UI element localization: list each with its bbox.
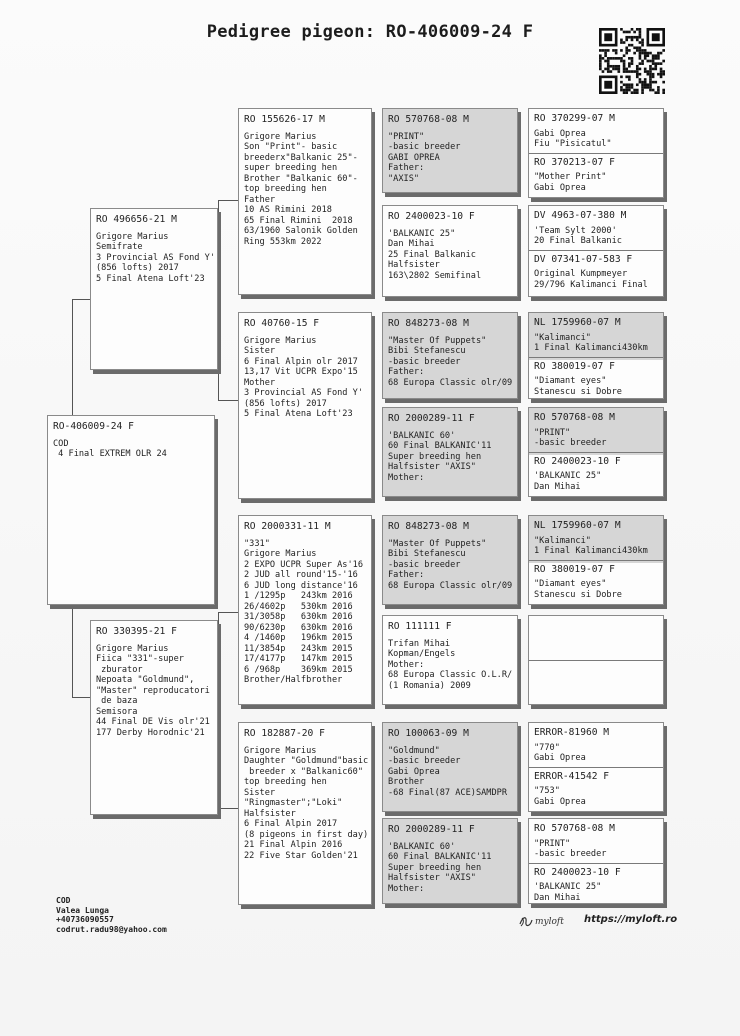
ring-number: RO 570768-08 M [388, 114, 469, 125]
info-line: Grigore Marius [96, 231, 169, 242]
info-line: "770" [534, 742, 560, 753]
connector-line [72, 605, 73, 697]
info-line: 1 Final Kalimanci430km [534, 343, 648, 353]
info-line: 10 AS Rimini 2018 [244, 205, 332, 215]
info-line: 3 Provincial AS Fond Y' [244, 388, 363, 398]
info-line: 'BALKANIC 60' [388, 841, 456, 852]
info-line: Nepoata "Goldmund", [96, 675, 195, 685]
page-title: Pedigree pigeon: RO-406009-24 F [206, 22, 534, 42]
info-line: Mother: [388, 659, 425, 670]
ring-number: RO 2000331-11 M [244, 521, 331, 532]
dam-card[interactable] [90, 620, 218, 815]
info-line: "331" [244, 538, 270, 549]
ring-number: ERROR-81960 M [534, 727, 610, 738]
info-line: breederx"Balkanic 25"- [244, 152, 358, 163]
info-line: de baza [96, 696, 138, 706]
info-line: -basic breeder [534, 849, 607, 859]
info-line: 177 Derby Horodnic'21 [96, 727, 205, 738]
svg-text:myloft: myloft [535, 917, 564, 927]
info-line: 68 Europa Classic O.L.R/ [388, 670, 513, 680]
info-line: Brother "Balkanic 60"- [244, 173, 358, 184]
info-line: Ring 553km 2022 [244, 236, 322, 247]
ring-number: RO-406009-24 F [53, 421, 134, 432]
info-line: Original Kumpmeyer [534, 269, 628, 279]
g5-upper [534, 411, 659, 449]
info-line: Mother [244, 377, 276, 388]
info-line: Semisora [96, 706, 138, 717]
info-line: breeder x "Balkanic60" [244, 766, 363, 777]
info-line: 4 /1460p 196km 2015 [244, 633, 353, 643]
info-line: -basic breeder [534, 438, 607, 448]
g5-pair-card-5[interactable] [528, 515, 664, 605]
info-line: (8 pigeons in first day) [244, 829, 369, 840]
info-line: Halfsister [388, 260, 440, 270]
info-line: Sister [244, 787, 276, 798]
grandsire-maternal-card[interactable] [238, 515, 372, 705]
ring-number: RO 570768-08 M [534, 823, 615, 834]
info-line: 25 Final Balkanic [388, 249, 476, 260]
grandsire-paternal-card[interactable] [238, 108, 372, 295]
g5-pair-card-2[interactable] [528, 205, 664, 297]
owner-code: COD [56, 896, 71, 905]
ring-number: RO 848273-08 M [388, 521, 469, 532]
ring-number: DV 07341-07-583 F [534, 253, 633, 265]
info-line: Sister [244, 346, 276, 356]
info-line: (856 lofts) 2017 [244, 398, 327, 409]
info-line: Son "Print"- basic [244, 142, 338, 152]
g5-lower [534, 770, 659, 808]
info-line: Brother [388, 777, 425, 787]
sire-card[interactable] [90, 208, 218, 370]
connector-line [218, 612, 238, 613]
info-line: Kopman/Engels [388, 649, 456, 659]
card-divider [529, 863, 663, 864]
info-line: Dan Mihai [534, 481, 581, 492]
ring-number: DV 4963-07-380 M [534, 210, 627, 221]
info-line: 'BALKANIC 25" [534, 471, 602, 481]
ring-number: ERROR-41542 F [534, 770, 610, 782]
info-line: Halfsister "AXIS" [388, 462, 476, 472]
info-line: Fiu "Pisicatul" [534, 139, 612, 149]
info-line: 60 Final BALKANIC'11 [388, 441, 492, 451]
g5-pair-card-1[interactable] [528, 108, 664, 198]
info-line: 6 Final Alpin 2017 [244, 819, 338, 829]
info-line: top breeding hen [244, 184, 327, 194]
info-line: Fiica "331"-super [96, 654, 184, 664]
ring-number: RO 40760-15 F [244, 318, 320, 329]
info-line: 1 Final Kalimanci430km [534, 546, 648, 556]
ring-number: RO 2000289-11 F [388, 824, 475, 835]
info-line: (1 Romania) 2009 [388, 680, 471, 691]
g4-card-5[interactable] [382, 515, 518, 605]
granddam-maternal-card[interactable] [238, 722, 372, 905]
card-divider [529, 153, 663, 154]
card-divider [529, 452, 663, 453]
info-line: Gabi Oprea [534, 753, 586, 763]
g5-empty-card[interactable] [528, 615, 664, 705]
info-line: Stanescu si Dobre [534, 589, 622, 600]
card-divider [529, 767, 663, 768]
info-line: Father [244, 194, 276, 205]
info-line: -68 Final(87 ACE)SAMDPR [388, 787, 507, 798]
ring-number: RO 2400023-10 F [388, 211, 475, 222]
g5-upper [534, 209, 659, 247]
info-line: Semifrate [96, 242, 143, 252]
info-line: "Master Of Puppets" [388, 335, 487, 346]
info-line: Father: [388, 367, 425, 377]
info-line: Grigore Marius [96, 643, 169, 654]
g5-lower [534, 156, 659, 194]
owner-location: Valea Lunga [56, 905, 109, 915]
info-line: 68 Europa Classic olr/09 [388, 377, 513, 388]
card-divider [529, 660, 663, 661]
info-line: "Ringmaster";"Loki" [244, 798, 343, 808]
info-line: 44 Final DE Vis olr'21 [96, 717, 210, 727]
info-line: Father: [388, 163, 425, 173]
info-line: 'BALKANIC 60' [388, 430, 456, 441]
info-line: 'BALKANIC 25" [388, 228, 456, 239]
granddam-paternal-card[interactable] [238, 312, 372, 499]
info-line: 6 Final Alpin olr 2017 [244, 356, 358, 367]
info-line: "Goldmund" [388, 745, 440, 756]
ring-number: RO 2400023-10 F [534, 455, 621, 467]
info-line: "Diamant eyes" [534, 376, 607, 386]
ring-number: RO 370213-07 F [534, 156, 615, 168]
ring-number: NL 1759960-07 M [534, 520, 621, 531]
info-line: 5 Final Atena Loft'23 [244, 409, 353, 419]
info-line: "Master" reproducatori [96, 685, 210, 696]
info-line: 13,17 Vit UCPR Expo'15 [244, 367, 358, 377]
connector-line [218, 808, 238, 809]
info-line: 1 /1295p 243km 2016 [244, 591, 353, 601]
info-line: Grigore Marius [244, 549, 317, 559]
info-line: Halfsister [244, 808, 296, 819]
card-divider [529, 357, 663, 358]
info-line: 21 Final Alpin 2016 [244, 840, 343, 850]
connector-line [218, 200, 219, 400]
g4-card-3[interactable] [382, 312, 518, 399]
g4-card-8[interactable] [382, 818, 518, 904]
card-divider [529, 560, 663, 561]
info-line: Super breeding hen [388, 862, 482, 873]
g5-pair-card-7[interactable] [528, 818, 664, 904]
info-line: 22 Five Star Golden'21 [244, 850, 358, 861]
info-line: "PRINT" [534, 427, 571, 438]
owner-code: COD [53, 438, 69, 449]
owner-phone[interactable]: +40736090557 [56, 915, 114, 924]
owner-email[interactable]: codrut.radu98@yahoo.com [56, 924, 167, 934]
info-line: Father: [388, 570, 425, 580]
g4-card-6[interactable] [382, 615, 518, 705]
ring-number: RO 330395-21 F [96, 626, 177, 637]
g5-upper [534, 316, 659, 354]
info-line: "Mother Print" [534, 172, 607, 182]
info-line: "753" [534, 786, 560, 796]
info-line: 11/3854p 243km 2015 [244, 643, 353, 654]
g5-pair-card-4[interactable] [528, 407, 664, 497]
g5-upper [534, 822, 659, 860]
info-line: Daughter "Goldmund"basic [244, 756, 369, 766]
g5-lower [529, 360, 663, 400]
info-line: Dan Mihai [534, 892, 581, 903]
g5-lower [534, 866, 659, 904]
qr-code-icon[interactable] [599, 28, 665, 94]
info-line: Stanescu si Dobre [534, 386, 622, 397]
myloft-logo[interactable] [518, 912, 578, 930]
info-line: -basic breeder [388, 356, 461, 367]
owner-contact [56, 896, 167, 934]
info-line: top breeding hen [244, 777, 327, 787]
g5-upper [534, 519, 659, 557]
info-line: super breeding hen [244, 163, 338, 173]
info-line: 65 Final Rimini 2018 [244, 215, 353, 226]
connector-line [218, 612, 219, 808]
info-line: Gabi Oprea [534, 182, 586, 193]
website-link[interactable]: https://myloft.ro [584, 914, 678, 925]
g5-lower [529, 563, 663, 606]
info-line: "PRINT" [534, 838, 571, 849]
info-line: Super breeding hen [388, 451, 482, 462]
g5-pair-card-3[interactable] [528, 312, 664, 399]
ring-number: RO 2000289-11 F [388, 413, 475, 424]
ring-number: RO 155626-17 M [244, 114, 325, 125]
info-line: 20 Final Balkanic [534, 236, 622, 246]
info-line: (856 lofts) 2017 [96, 263, 179, 273]
info-line: 29/796 Kalimanci Final [534, 279, 648, 290]
info-line: 6 JUD long distance'16 [244, 580, 358, 591]
info-line: 5 Final Atena Loft'23 [96, 273, 205, 284]
info-line: 63/1960 Salonik Golden [244, 226, 358, 236]
connector-line [218, 200, 238, 201]
ring-number: RO 380019-07 F [534, 360, 615, 372]
info-line: Mother: [388, 883, 425, 894]
info-line: Grigore Marius [244, 335, 317, 346]
ring-number: RO 182887-20 F [244, 728, 325, 739]
info-line: "PRINT" [388, 131, 425, 142]
info-line: Trifan Mihai [388, 638, 451, 649]
info-line: 90/6230p 630km 2016 [244, 622, 353, 633]
info-line: -basic breeder [388, 756, 461, 766]
info-line: Gabi Oprea [388, 766, 440, 777]
g5-pair-card-6[interactable] [528, 722, 664, 812]
ring-number: RO 496656-21 M [96, 214, 177, 225]
connector-line [72, 299, 73, 415]
ring-number: RO 100063-09 M [388, 728, 469, 739]
info-line: Dan Mihai [388, 239, 435, 249]
g5-upper [534, 112, 659, 150]
g5-lower [534, 253, 659, 291]
info-line: 2 JUD all round'15-'16 [244, 570, 358, 580]
info-line: Bibi Stefanescu [388, 346, 466, 356]
ring-number: RO 370299-07 M [534, 113, 615, 124]
connector-line [72, 697, 90, 698]
g4-card-4[interactable] [382, 407, 518, 497]
info-line: 17/4177p 147km 2015 [244, 654, 353, 664]
info-line: Gabi Oprea [534, 128, 586, 139]
info-line: -basic breeder [388, 142, 461, 152]
info-line: "Kalimanci" [534, 332, 591, 343]
info-line: GABI OPREA [388, 152, 440, 163]
info-line: Grigore Marius [244, 131, 317, 142]
info-line: "Master Of Puppets" [388, 538, 487, 549]
info-line: 'Team Sylt 2000' [534, 225, 617, 236]
ring-number: RO 111111 F [388, 621, 452, 632]
connector-line [72, 299, 90, 300]
ring-number: NL 1759960-07 M [534, 317, 621, 328]
g5-lower [529, 455, 663, 498]
card-divider [529, 250, 663, 251]
result-line: 4 Final EXTREM OLR 24 [53, 449, 167, 459]
info-line: 3 Provincial AS Fond Y' [96, 252, 215, 263]
info-line: Brother/Halfbrother [244, 675, 343, 685]
info-line: 'BALKANIC 25" [534, 882, 602, 892]
info-line: 60 Final BALKANIC'11 [388, 852, 492, 862]
info-line: "AXIS" [388, 173, 420, 184]
info-line: Halfsister "AXIS" [388, 873, 476, 883]
g4-card-2[interactable] [382, 205, 518, 297]
g5-upper [534, 726, 659, 764]
info-line: -basic breeder [388, 559, 461, 570]
info-line: Mother: [388, 472, 425, 483]
g4-card-1[interactable] [382, 108, 518, 193]
info-line: Bibi Stefanescu [388, 549, 466, 559]
ring-number: RO 2400023-10 F [534, 866, 621, 878]
ring-number: RO 848273-08 M [388, 318, 469, 329]
info-line: 31/3058p 630km 2016 [244, 612, 353, 622]
info-line: Gabi Oprea [534, 796, 586, 807]
subject-pigeon-card[interactable] [47, 415, 215, 605]
g4-card-7[interactable] [382, 722, 518, 812]
info-line: zburator [96, 664, 143, 675]
connector-line [218, 400, 238, 401]
info-line: "Diamant eyes" [534, 579, 607, 589]
info-line: 2 EXPO UCPR Super As'16 [244, 559, 363, 570]
info-line: 26/4602p 530km 2016 [244, 601, 353, 612]
info-line: "Kalimanci" [534, 535, 591, 546]
info-line: 68 Europa Classic olr/09 [388, 580, 513, 591]
info-line: 163\2802 Semifinal [388, 270, 482, 281]
ring-number: RO 380019-07 F [534, 563, 615, 575]
info-line: Grigore Marius [244, 745, 317, 756]
info-line: 6 /968p 369km 2015 [244, 664, 353, 675]
ring-number: RO 570768-08 M [534, 412, 615, 423]
